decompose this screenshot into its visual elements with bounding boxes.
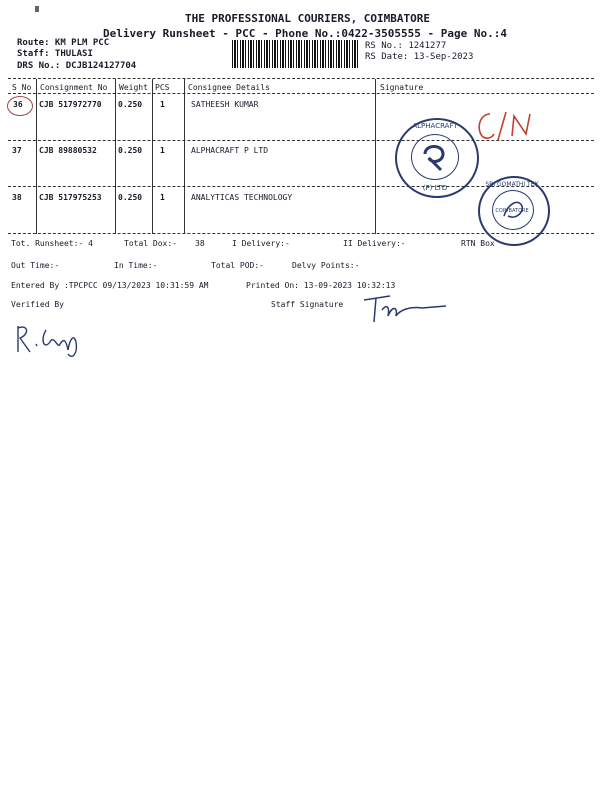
i-delivery: I Delivery:- bbox=[232, 239, 290, 248]
rtn-box: RTN Box bbox=[461, 239, 495, 248]
row-consignment: CJB 517972770 bbox=[39, 100, 102, 109]
row-pcs: 1 bbox=[160, 146, 165, 155]
col-divider bbox=[375, 79, 376, 234]
hand-circle-mark bbox=[7, 96, 33, 116]
route-label: Route: KM PLM PCC bbox=[17, 38, 110, 48]
row-sno: 36 bbox=[13, 100, 23, 109]
row-consignee: ALPHACRAFT P LTD bbox=[191, 146, 269, 155]
handwritten-cn bbox=[472, 108, 542, 148]
col-header-consignee: Consignee Details bbox=[188, 83, 270, 92]
svg-text:COIMBATORE: COIMBATORE bbox=[495, 208, 529, 214]
col-divider bbox=[184, 79, 185, 234]
col-divider bbox=[36, 79, 37, 234]
svg-text:SRI GOMATHI TEX: SRI GOMATHI TEX bbox=[485, 181, 539, 188]
row-weight: 0.250 bbox=[118, 146, 143, 155]
row-weight: 0.250 bbox=[118, 193, 143, 202]
barcode-image bbox=[232, 40, 358, 68]
rs-number: RS No.: 1241277 bbox=[365, 41, 447, 51]
entered-by: Entered By :TPCPCC 09/13/2023 10:31:59 AM bbox=[11, 281, 209, 290]
printed-on: Printed On: 13-09-2023 10:32:13 bbox=[246, 281, 396, 290]
col-divider bbox=[152, 79, 153, 234]
row-consignment: CJB 517975253 bbox=[39, 193, 102, 202]
runsheet-subtitle: Delivery Runsheet - PCC - Phone No.:0422-3505555 - Page No.:4 bbox=[103, 27, 507, 40]
row-weight: 0.250 bbox=[118, 100, 143, 109]
row-consignee: SATHEESH KUMAR bbox=[191, 100, 259, 109]
row-sno: 38 bbox=[12, 193, 22, 202]
company-title: THE PROFESSIONAL COURIERS, COIMBATORE bbox=[185, 12, 431, 25]
col-header-consignment: Consignment No bbox=[40, 83, 108, 92]
in-time: In Time:- bbox=[114, 261, 158, 270]
row-pcs: 1 bbox=[160, 100, 165, 109]
company-stamp-seal bbox=[395, 118, 479, 198]
tot-runsheet: Tot. Runsheet:- 4 bbox=[11, 239, 93, 248]
row-consignee: ANALYTICAS TECHNOLOGY bbox=[191, 193, 293, 202]
vendor-stamp-seal bbox=[478, 176, 550, 246]
table-header-rule bbox=[8, 93, 594, 94]
rs-date: RS Date: 13-Sep-2023 bbox=[365, 52, 474, 62]
ii-delivery: II Delivery:- bbox=[343, 239, 406, 248]
total-pod: Total POD:- bbox=[211, 261, 264, 270]
total-dox-value: 38 bbox=[195, 239, 205, 248]
staff-signature-label: Staff Signature bbox=[271, 300, 344, 309]
svg-text:(P) LTD: (P) LTD bbox=[422, 184, 448, 192]
row-pcs: 1 bbox=[160, 193, 165, 202]
col-header-weight: Weight bbox=[119, 83, 148, 92]
out-time: Out Time:- bbox=[11, 261, 60, 270]
row-sno: 37 bbox=[12, 146, 22, 155]
row-consignment: CJB 89880532 bbox=[39, 146, 97, 155]
staff-label: Staff: THULASI bbox=[17, 49, 93, 59]
col-header-signature: Signature bbox=[380, 83, 424, 92]
delvy-points: Delvy Points:- bbox=[292, 261, 360, 270]
scan-speck bbox=[35, 6, 39, 12]
verified-signature-scribble bbox=[14, 320, 94, 360]
svg-text:ALPHACRAFT: ALPHACRAFT bbox=[412, 122, 458, 130]
col-header-sno: S No bbox=[12, 83, 32, 92]
total-dox-label: Total Dox:- bbox=[124, 239, 177, 248]
verified-by: Verified By bbox=[11, 300, 64, 309]
drs-number: DRS No.: DCJB124127704 bbox=[17, 61, 137, 71]
table-top-rule bbox=[8, 78, 594, 79]
staff-signature-scribble bbox=[360, 292, 450, 326]
col-divider bbox=[115, 79, 116, 234]
col-header-pcs: PCS bbox=[155, 83, 170, 92]
